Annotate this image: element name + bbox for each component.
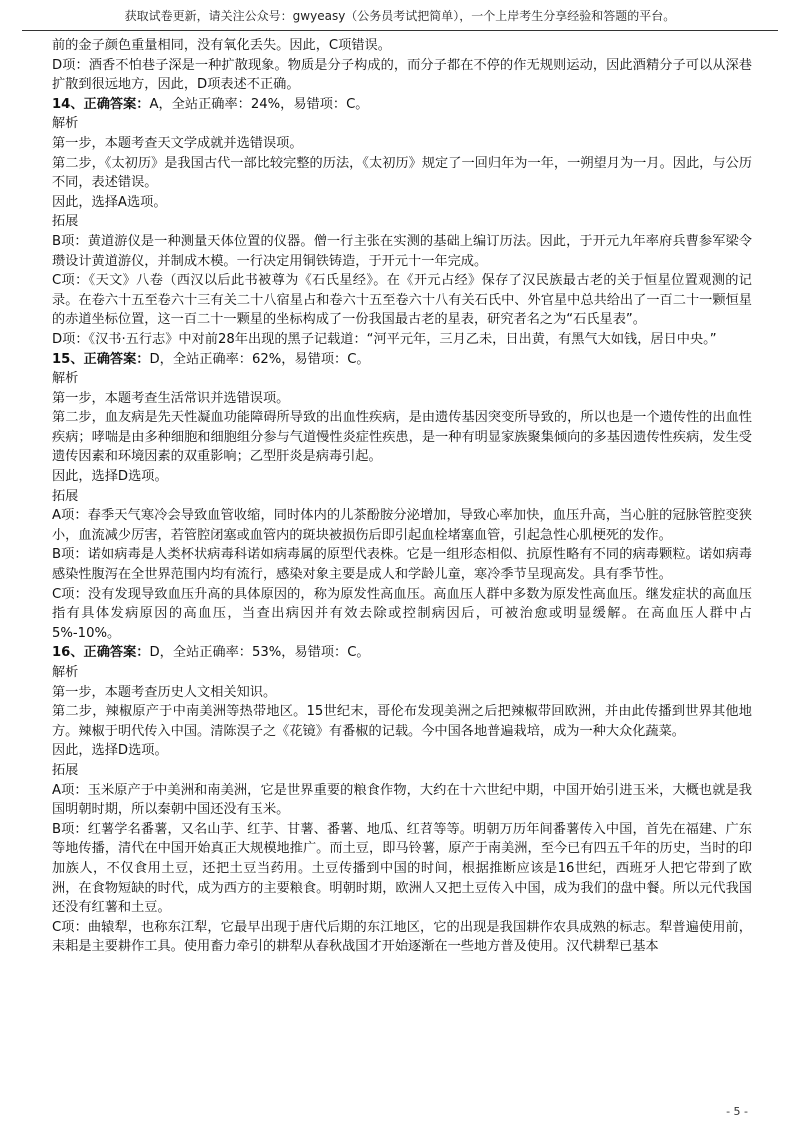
paragraph: 第二步，血友病是先天性凝血功能障碍所导致的出血性疾病，是由遗传基因突变所导致的，所以也是一个遗传性的出血性疾病；哮喘是由多种细胞和细胞组分参与气道慢性炎症性疾患，是一种有明显家族聚集倾向的多基因遗传性疾病，发生受遗传因素和环境因素的双重影响；乙型肝炎是病毒引起。 xyxy=(52,410,752,465)
paragraph: B项：黄道游仪是一种测量天体位置的仪器。僧一行主张在实测的基础上编订历法。因此，于开元九年率府兵曹参军梁令瓒设计黄道游仪，并制成木模。一行决定用铜铁铸造，于开元十一年完成。 xyxy=(52,233,752,269)
paragraph: 前的金子颜色重量相同，没有氧化丢失。因此，C项错误。 xyxy=(52,38,391,53)
paragraph: 第二步，辣椒原产于中南美洲等热带地区。15世纪末，哥伦布发现美洲之后把辣椒带回欧洲，并由此传播到世界其他地方。辣椒于明代传入中国。清陈淏子之《花镜》有番椒的记载。今中国各地普遍栽培，成为一种大众化蔬菜。 xyxy=(52,704,752,739)
paragraph: D项：《汉书·五行志》中对前28年出现的黑子记载道：“河平元年，三月乙未，日出黄，有黑气大如钱，居日中央。” xyxy=(52,331,717,347)
answer-label: 15、正确答案： xyxy=(52,351,150,367)
paragraph: C项：《天文》八卷（西汉以后此书被尊为《石氏星经》。在《开元占经》保存了汉民族最古老的关于恒星位置观测的记录。在卷六十五至卷六十三有关二十八宿星占和卷六十五至卷六十八有关石氏中、外官星中总共给出了一百二十一颗恒星的赤道坐标位置，这一百二十一颗星的坐标构成了一份我国最古老的星表，研究者名之为“石氏星表”。 xyxy=(52,273,752,328)
paragraph: B项：红薯学名番薯，又名山芋、红芋、甘薯、番薯、地瓜、红苕等等。明朝万历年间番薯传入中国，首先在福建、广东等地传播，清代在中国开始真正大规模地推广。而土豆，即马铃薯，原产于南美洲，至今已有四五千年的历史，当时的印加族人，不仅食用土豆，还把土豆当药用。土豆传播到中国的时间，根据推断应该是16世纪，西班牙人把它带到了欧洲，在食物短缺的时代，成为西方的主要粮食。明朝时期，欧洲人又把土豆传入中国，成为我们的盘中餐。所以元代我国还没有红薯和土豆。 xyxy=(52,821,752,916)
paragraph: 第二步，《太初历》是我国古代一部比较完整的历法，《太初历》规定了一回归年为一年，一朔望月为一月。因此，与公历不同，表述错误。 xyxy=(52,155,752,191)
paragraph: 第一步，本题考查生活常识并选错误项。 xyxy=(52,390,290,406)
paragraph: 因此，选择D选项。 xyxy=(52,743,168,759)
paragraph: B项：诺如病毒是人类杯状病毒科诺如病毒属的原型代表株。它是一组形态相似、抗原性略有不同的病毒颗粒。诺如病毒感染性腹泻在全世界范围内均有流行，感染对象主要是成人和学龄儿童，寒冷季节呈现高发。具有季节性。 xyxy=(52,547,752,583)
paragraph: 第一步，本题考查天文学成就并选错误项。 xyxy=(52,135,303,151)
paragraph: C项：没有发现导致血压升高的具体原因的，称为原发性高血压。高血压人群中多数为原发性高血压。继发症状的高血压指有具体发病原因的高血压，当查出病因并有效去除或控制病因后，可被治愈或明显缓解。在高血压人群中占5%-10%。 xyxy=(52,586,752,641)
document-body xyxy=(52,36,752,957)
answer-heading xyxy=(52,643,752,663)
paragraph: 因此，选择D选项。 xyxy=(52,469,168,485)
answer-heading xyxy=(52,350,752,370)
header-divider xyxy=(22,30,778,31)
paragraph: C项：曲辕犁，也称东江犁，它最早出现于唐代后期的东江地区，它的出现是我国耕作农具成熟的标志。犁普遍使用前，耒耜是主要耕作工具。使用畜力牵引的耕犁从春秋战国才开始逐渐在一些地方普及使用。汉代耕犁已基本 xyxy=(52,919,752,955)
paragraph: 因此，选择A选项。 xyxy=(52,194,167,210)
answer-stats: D，全站正确率：62%，易错项：C。 xyxy=(149,351,370,367)
paragraph: A项：春季天气寒冷会导致血管收缩，同时体内的儿茶酚胺分泌增加，导致心率加快，血压升高，当心脏的冠脉管腔变狭小，血流减少厉害，若管腔闭塞或血管内的斑块被损伤后即引起血栓堵塞血管，引起急性心肌梗死的发作。 xyxy=(52,508,752,543)
section-label: 解析 xyxy=(52,116,79,132)
banner-text: 获取试卷更新，请关注公众号：gwyeasy（公务员考试把简单），一个上岸考生分享经验和答题的平台。 xyxy=(124,9,676,23)
section-label: 解析 xyxy=(52,371,79,387)
section-label: 拓展 xyxy=(52,762,79,778)
answer-stats: D，全站正确率：53%，易错项：C。 xyxy=(149,645,370,661)
answer-stats: A，全站正确率：24%，易错项：C。 xyxy=(149,96,369,112)
paragraph: A项：玉米原产于中美洲和南美洲，它是世界重要的粮食作物，大约在十六世纪中期，中国开始引进玉米，大概也就是我国明朝时期，所以秦朝中国还没有玉米。 xyxy=(52,782,752,818)
answer-label: 14、正确答案： xyxy=(52,96,150,112)
page-number: - 5 - xyxy=(726,1105,748,1118)
top-banner xyxy=(0,0,800,30)
section-label: 拓展 xyxy=(52,214,79,230)
paragraph: 第一步，本题考查历史人文相关知识。 xyxy=(52,684,277,700)
section-label: 解析 xyxy=(52,665,79,680)
answer-heading xyxy=(52,95,752,115)
paragraph: D项：酒香不怕巷子深是一种扩散现象。物质是分子构成的，而分子都在不停的作无规则运动，因此酒精分子可以从深巷扩散到很远地方，因此，D项表述不正确。 xyxy=(52,57,752,93)
answer-label: 16、正确答案： xyxy=(52,645,150,661)
section-label: 拓展 xyxy=(52,488,79,504)
